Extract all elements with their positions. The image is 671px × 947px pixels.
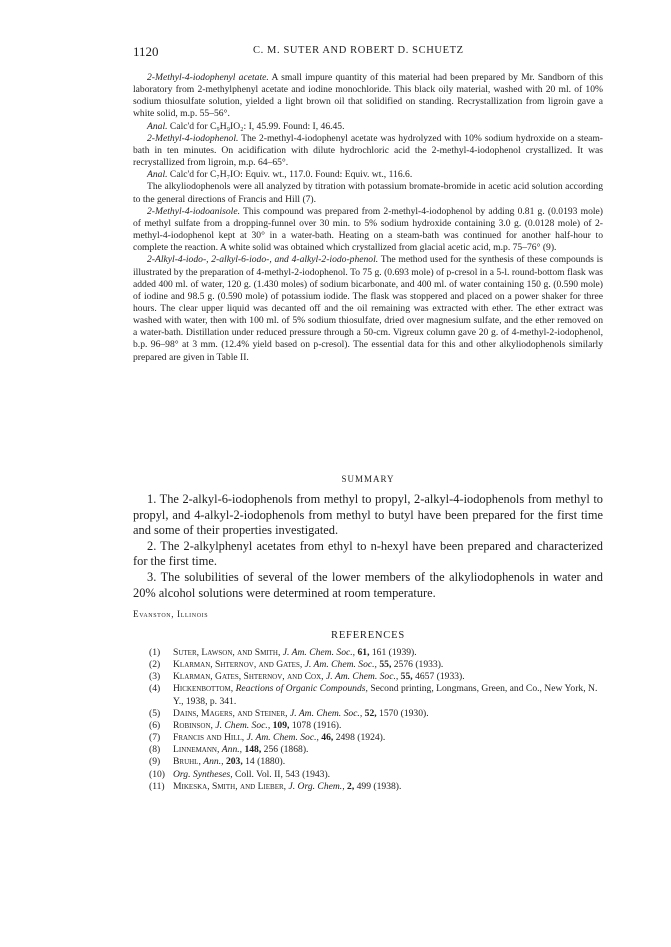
summary-item: 3. The solubilities of several of the lower members of the alkyliodophenols in water and 20% alcohol solutions were determined at room temperature. xyxy=(133,569,603,600)
reference-details: 2576 (1933). xyxy=(391,659,444,671)
paragraph-anisole: 2-Methyl-4-iodoanisole. This compound was prepared from 2-methyl-4-iodophenol by adding 0.81 g. (0.0193 mole) of methyl sulfate from a dropping-funnel over 30 min. to 5% sodium hydroxide containing 3.0 g. (0.0128 mole) of 2-methyl-4-iodophenol kept at 30° in a water-bath. Heating on a steam-bath was continued for another half-hour to complete the reaction. A white solid was obtained which crystallized from glacial acetic acid, m.p. 75–76° (9). xyxy=(133,205,603,254)
reference-volume: 55, xyxy=(400,671,413,683)
reference-authors: Hickenbottom, xyxy=(173,683,234,695)
reference-details: 14 (1880). xyxy=(242,756,286,768)
compound-title: 2-Methyl-4-iodophenol. xyxy=(147,132,239,144)
summary-section xyxy=(133,474,603,619)
compound-title: 2-Alkyl-4-iodo-, 2-alkyl-6-iodo-, and 4-alkyl-2-iodo-phenol. xyxy=(147,254,379,266)
paragraph-synthesis: 2-Alkyl-4-iodo-, 2-alkyl-6-iodo-, and 4-alkyl-2-iodo-phenol. The method used for the synthesis of these compounds is illustrated by the preparation of 4-methyl-2-iodophenol. To 75 g. (0.693 mole) of p-cresol in a 5-l. round-bottom flask was added 400 ml. of water, 120 g. (1.430 moles) of sodium bicarbonate, and 400 ml. of water containing 150 g. (0.590 mole) of iodine and 98.5 g. (0.590 mole) of potassium iodide. The flask was stoppered and placed on a power shaker for three hours. The clear upper liquid was decanted off and the oil remaining was extracted with ether. The ether extract was washed with water, then with 100 ml. of 5% sodium thiosulfate, dried over magnesium sulfate, and the ether removed on a water-bath. Distillation under reduced pressure through a 50-cm. Vigreux column gave 20 g. of 4-methyl-2-iodophenol, b.p. 96–98° at 3 mm. (12.4% yield based on p-cresol). The essential data for this and other alkyliodophenols similarly prepared are given in Table II. xyxy=(133,254,603,363)
reference-item xyxy=(133,781,603,793)
paragraph-phenol: 2-Methyl-4-iodophenol. The 2-methyl-4-iodophenyl acetate was hydrolyzed with 10% sodium hydroxide on a steam-bath in ten minutes. On acidification with dilute hydrochloric acid the 2-methyl-4-iodophenol crystallized. It was recrystallized from ligroin, m.p. 64–65°. xyxy=(133,132,603,169)
references-list xyxy=(133,647,603,793)
reference-volume: 203, xyxy=(225,756,243,768)
page-header xyxy=(133,44,603,62)
reference-item xyxy=(133,732,603,744)
reference-item xyxy=(133,708,603,720)
reference-journal: J. Am. Chem. Soc., xyxy=(325,671,399,683)
reference-volume: 148, xyxy=(244,744,262,756)
paragraph-titration: The alkyliodophenols were all analyzed by titration with potassium bromate-bromide in acetic acid solution according to the general directions of Francis and Hill (7). xyxy=(133,181,603,205)
reference-number: (10) xyxy=(149,768,165,780)
compound-title: 2-Methyl-4-iodophenyl acetate. xyxy=(147,72,269,83)
reference-item xyxy=(133,659,603,671)
page-number: 1120 xyxy=(133,44,159,59)
reference-authors: Robinson, xyxy=(173,719,213,731)
summary-heading: SUMMARY xyxy=(341,474,395,484)
reference-item xyxy=(133,720,603,732)
reference-volume: 109, xyxy=(272,719,290,731)
reference-number: (5) xyxy=(149,707,161,719)
reference-number: (7) xyxy=(149,732,161,744)
summary-item: 2. The 2-alkylphenyl acetates from ethyl to n-hexyl have been prepared and characterized for the first time. xyxy=(133,538,603,569)
reference-details: 1570 (1930). xyxy=(376,707,429,719)
reference-details: 161 (1939). xyxy=(369,647,417,658)
summary-item: 1. The 2-alkyl-6-iodophenols from methyl to propyl, 2-alkyl-4-iodophenols from methyl to propyl, and 4-alkyl-2-iodophenols from methyl to butyl have been prepared for the first time and some of their properties investigated. xyxy=(133,492,603,538)
reference-details: 2498 (1924). xyxy=(333,732,386,744)
reference-journal: Reactions of Organic Compounds, xyxy=(235,683,368,695)
compound-title: 2-Methyl-4-iodoanisole. xyxy=(147,205,240,217)
reference-authors: Suter, Lawson, and Smith, xyxy=(173,647,281,658)
reference-authors: Linnemann, xyxy=(173,744,220,756)
reference-journal: J. Am. Chem. Soc., xyxy=(282,647,356,658)
paragraph-analysis-1: Anal. Calc'd for C₉H₉IO₂: I, 45.99. Found: I, 46.45. xyxy=(147,120,345,132)
reference-details: 256 (1868). xyxy=(261,744,309,756)
reference-number: (6) xyxy=(149,719,161,731)
reference-details: Coll. Vol. II, 543 (1943). xyxy=(232,768,331,780)
reference-number: (8) xyxy=(149,744,161,756)
reference-number: (11) xyxy=(149,780,165,792)
author-location: Evanston, Illinois xyxy=(133,609,209,620)
reference-number: (2) xyxy=(149,659,161,671)
reference-volume: 55, xyxy=(379,659,392,671)
references-heading: REFERENCES xyxy=(331,630,405,641)
reference-details: 4657 (1933). xyxy=(412,671,465,683)
reference-volume: 61, xyxy=(357,647,370,658)
reference-details: Second printing, Longmans, Green, and Co., New York, N. Y., 1938, p. 341. xyxy=(173,683,598,707)
experimental-section xyxy=(133,72,603,364)
references-section xyxy=(133,630,603,793)
reference-details: 1078 (1916). xyxy=(289,719,342,731)
paragraph-acetate: 2-Methyl-4-iodophenyl acetate. A small impure quantity of this material had been prepared by Mr. Sandborn of this laboratory from 2-methylphenyl acetate and iodine monochloride. This black oily material, washed with 20 ml. of 10% sodium thiosulfate solution, yielded a light brown oil that solidified on standing. Recrystallization from ligroin gave a white solid, m.p. 55–56°. xyxy=(133,72,603,120)
reference-volume: 52, xyxy=(364,707,377,719)
reference-journal: J. Org. Chem., xyxy=(288,780,345,792)
reference-journal: J. Chem. Soc., xyxy=(215,719,271,731)
paragraph-analysis-2: Anal. Calc'd for C₇H₇IO: Equiv. wt., 117.0. Found: Equiv. wt., 116.6. xyxy=(147,169,413,181)
reference-volume: 46, xyxy=(321,732,334,744)
reference-journal: Ann., xyxy=(221,744,243,756)
reference-number: (1) xyxy=(149,647,161,658)
reference-authors: Bruhl, xyxy=(173,756,201,768)
reference-authors: Klarman, Shternov, and Gates, xyxy=(173,659,303,671)
reference-item xyxy=(133,756,603,768)
summary-list xyxy=(133,492,603,601)
reference-details: 499 (1938). xyxy=(354,780,402,792)
reference-number: (9) xyxy=(149,756,161,768)
running-title: C. M. SUTER AND ROBERT D. SCHUETZ xyxy=(253,45,464,56)
reference-item xyxy=(133,769,603,781)
reference-authors: Klarman, Gates, Shternov, and Cox, xyxy=(173,671,324,683)
reference-item xyxy=(133,671,603,683)
reference-authors: Dains, Magers, and Steiner, xyxy=(173,707,288,719)
reference-number: (4) xyxy=(149,683,161,695)
reference-authors: Mikeska, Smith, and Lieber, xyxy=(173,780,287,792)
reference-journal: Org. Syntheses, xyxy=(173,768,233,780)
reference-journal: Ann., xyxy=(203,756,224,768)
reference-item xyxy=(133,744,603,756)
reference-authors: Francis and Hill, xyxy=(173,732,245,744)
reference-volume: 2, xyxy=(347,780,355,792)
reference-number: (3) xyxy=(149,671,161,683)
reference-item xyxy=(133,647,603,659)
reference-journal: J. Am. Chem. Soc., xyxy=(246,732,319,744)
reference-item xyxy=(133,683,603,707)
reference-journal: J. Am. Chem. Soc., xyxy=(289,707,363,719)
reference-journal: J. Am. Chem. Soc., xyxy=(304,659,377,671)
